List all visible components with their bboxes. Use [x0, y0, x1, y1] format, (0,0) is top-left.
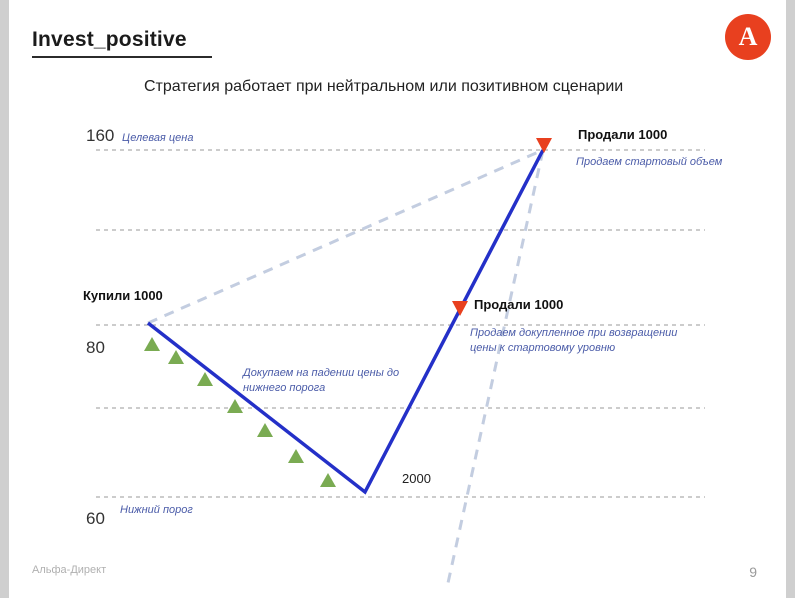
- volume-2000-label: 2000: [402, 471, 431, 486]
- page-number: 9: [749, 564, 757, 580]
- slide-subtitle: Стратегия работает при нейтральном или позитивном сценарии: [144, 78, 624, 95]
- alfa-logo: A: [725, 14, 771, 60]
- buy-markers: [144, 337, 336, 487]
- main-strategy-line: [148, 150, 543, 492]
- sell-back-note: Продаем докупленное при возвращении цены к стартовому уровню: [470, 327, 678, 354]
- sold-1000-top-label: Продали 1000: [578, 127, 668, 142]
- bought-1000-label: Купили 1000: [83, 288, 163, 303]
- gridlines: [96, 150, 705, 497]
- target-price-note: Целевая цена: [122, 132, 194, 144]
- sold-1000-mid-label: Продали 1000: [474, 297, 564, 312]
- footer-brand: Альфа-Директ: [32, 564, 107, 576]
- lower-threshold-note: Нижний порог: [120, 504, 193, 516]
- sell-start-volume-note: Продаем стартовый объем: [576, 156, 723, 168]
- y-axis-label-160: 160: [86, 126, 115, 145]
- buy-dip-note: Докупаем на падении цены до нижнего порога: [243, 367, 400, 394]
- y-axis-label-60: 60: [86, 509, 105, 528]
- page-title: Invest_positive: [32, 28, 187, 51]
- y-axis-label-80: 80: [86, 338, 105, 357]
